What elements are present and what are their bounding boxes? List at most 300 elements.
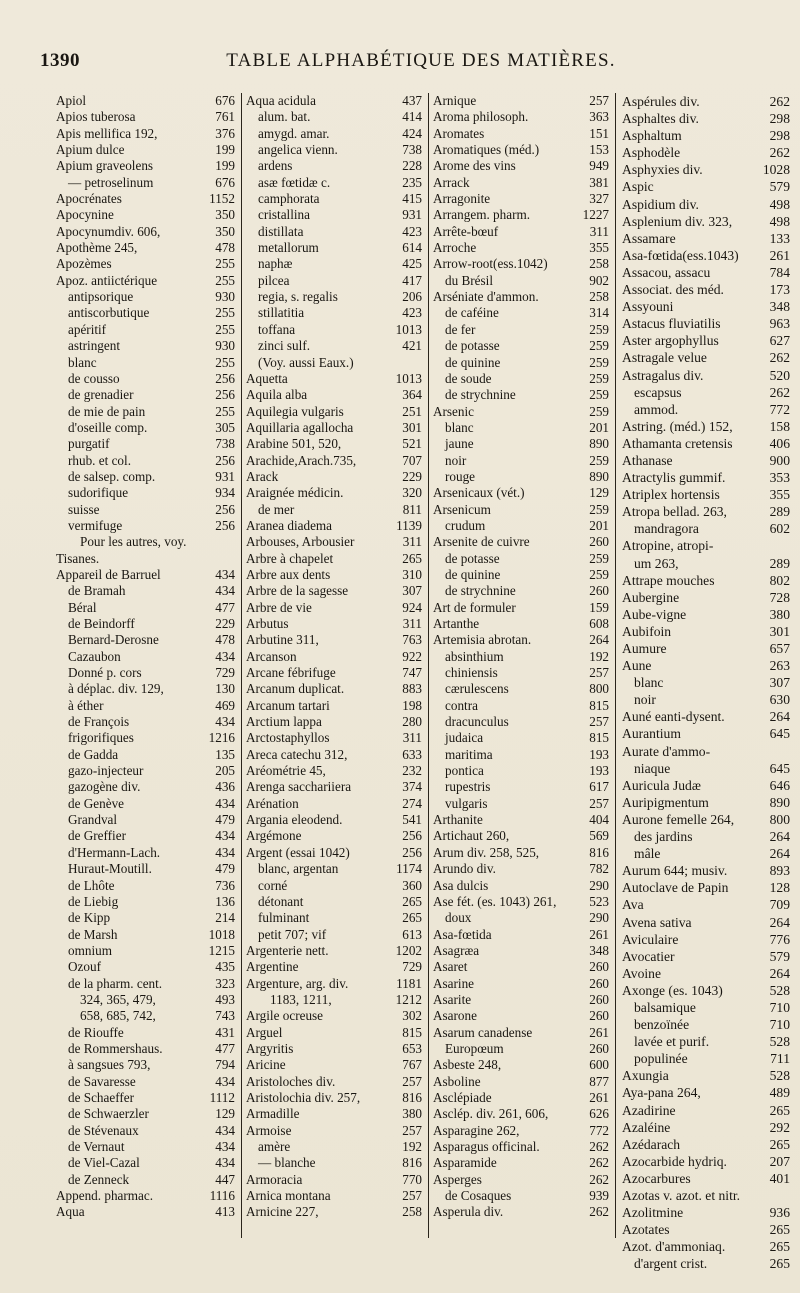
entry-page-ref: 265 [769, 1256, 790, 1272]
entry-page-ref: 676 [215, 174, 235, 190]
index-entry [433, 273, 609, 289]
index-entry [433, 142, 609, 158]
entry-page-ref: 256 [215, 387, 235, 403]
index-entry [622, 1119, 790, 1136]
entry-term: de Kipp [68, 910, 111, 926]
index-entry [622, 486, 790, 503]
index-entry [56, 828, 235, 844]
index-entry [56, 485, 235, 501]
index-entry [56, 1041, 235, 1057]
entry-page-ref: 256 [402, 828, 422, 844]
entry-page-ref: 265 [402, 893, 422, 909]
index-entry [56, 567, 235, 583]
index-entry [433, 158, 609, 174]
entry-page-ref: 259 [589, 338, 609, 354]
entry-term: de strychnine [445, 387, 516, 403]
entry-term: purgatif [68, 436, 110, 452]
entry-term: Asarone [433, 1008, 477, 1024]
index-entry [622, 298, 790, 315]
entry-page-ref: 257 [589, 665, 609, 681]
index-entry [56, 453, 235, 469]
index-entry [246, 1074, 422, 1090]
entry-term: Arthanite [433, 812, 483, 828]
index-entry [56, 534, 235, 550]
index-column-1 [52, 93, 242, 1238]
entry-page-ref: 736 [215, 877, 235, 893]
entry-term: Azaléine [622, 1119, 671, 1135]
entry-term: de caféine [445, 305, 499, 321]
entry-page-ref: 257 [589, 714, 609, 730]
entry-page-ref: 260 [589, 975, 609, 991]
index-entry [56, 943, 235, 959]
entry-term: de cousso [68, 370, 120, 386]
entry-page-ref: 939 [589, 1188, 609, 1204]
entry-term: Asperges [433, 1171, 482, 1187]
entry-term: petit 707; vif [258, 926, 327, 942]
entry-page-ref: 434 [215, 583, 235, 599]
entry-term: camphorata [258, 191, 320, 207]
entry-term: Asparagine 262, [433, 1122, 520, 1138]
index-entry [433, 207, 609, 223]
index-entry [433, 976, 609, 992]
entry-page-ref: 314 [589, 305, 609, 321]
entry-term: Arséniate d'ammon. [433, 289, 539, 305]
index-entry [433, 404, 609, 420]
entry-term: omnium [68, 942, 112, 958]
index-entry [622, 127, 790, 144]
entry-page-ref: 256 [215, 517, 235, 533]
entry-page-ref: 260 [589, 534, 609, 550]
index-entry [433, 681, 609, 697]
entry-page-ref: 523 [589, 893, 609, 909]
index-entry [246, 747, 422, 763]
index-entry [56, 1008, 235, 1024]
entry-term: Aubifoin [622, 623, 672, 639]
entry-term: Arroche [433, 240, 477, 256]
entry-term: crudum [445, 517, 486, 533]
entry-term: Areca catechu 312, [246, 746, 348, 762]
entry-page-ref: 528 [769, 1034, 790, 1050]
index-entry [433, 240, 609, 256]
entry-term: Aurate d'ammo- [622, 743, 711, 759]
entry-page-ref: 360 [402, 877, 422, 893]
entry-term: vulgaris [445, 795, 488, 811]
index-entry [433, 1106, 609, 1122]
index-entry [433, 289, 609, 305]
index-entry [433, 649, 609, 665]
entry-page-ref: 259 [589, 403, 609, 419]
entry-term: pontica [445, 763, 484, 779]
index-entry [56, 404, 235, 420]
index-entry [246, 976, 422, 992]
index-entry [246, 224, 422, 240]
index-entry [56, 109, 235, 125]
index-entry [433, 845, 609, 861]
entry-page-ref: 424 [402, 125, 422, 141]
index-entry [433, 1188, 609, 1204]
entry-page-ref: 710 [769, 999, 790, 1015]
entry-page-ref: 228 [402, 158, 422, 174]
index-entry [433, 453, 609, 469]
entry-page-ref: 259 [589, 566, 609, 582]
index-entry [433, 632, 609, 648]
entry-term: Apothème 245, [56, 240, 138, 256]
entry-term: corné [258, 877, 288, 893]
entry-page-ref: 657 [769, 641, 790, 656]
entry-term: Assamare [622, 230, 676, 246]
entry-term: Argémone [246, 828, 302, 844]
index-entry [433, 126, 609, 142]
index-entry [246, 305, 422, 321]
entry-term: Aroma philosoph. [433, 109, 529, 125]
entry-page-ref: 255 [215, 256, 235, 272]
index-entry [56, 158, 235, 174]
entry-page-ref: 738 [402, 142, 422, 158]
entry-term: (Voy. aussi Eaux.) [258, 354, 354, 370]
entry-page-ref: 436 [215, 779, 235, 795]
entry-term: de mie de pain [68, 403, 146, 419]
entry-term: Aviculaire [622, 931, 679, 947]
entry-term: rouge [445, 468, 476, 484]
entry-term: Arrangem. pharm. [433, 207, 531, 223]
index-entry [56, 1106, 235, 1122]
entry-page-ref: 815 [589, 697, 609, 713]
entry-term: Azocarbide hydriq. [622, 1153, 727, 1169]
entry-term: Aubergine [622, 589, 680, 605]
index-entry [246, 600, 422, 616]
entry-page-ref: 364 [402, 387, 422, 403]
entry-page-ref: 431 [215, 1024, 235, 1040]
entry-term: Armoise [246, 1122, 292, 1138]
index-column-4 [616, 93, 796, 1272]
entry-term: sudorifique [68, 485, 129, 501]
entry-page-ref: 259 [589, 452, 609, 468]
entry-term: angelica vienn. [258, 142, 338, 158]
entry-term: Azadirine [622, 1102, 676, 1118]
entry-page-ref: 931 [215, 468, 235, 484]
index-entry [246, 436, 422, 452]
entry-page-ref: 1152 [209, 191, 235, 207]
entry-page-ref: 743 [215, 1008, 235, 1024]
entry-term: asæ fœtidæ c. [258, 174, 331, 190]
entry-term: Axonge (es. 1043) [622, 982, 723, 998]
entry-term: à déplac. div. 129, [68, 681, 164, 697]
entry-page-ref: 890 [589, 436, 609, 452]
entry-term: Ase fét. (es. 1043) 261, [433, 893, 557, 909]
index-entry [246, 355, 422, 371]
index-entry [433, 1123, 609, 1139]
entry-page-ref: 949 [589, 158, 609, 174]
entry-term: doux [445, 910, 472, 926]
entry-page-ref: 423 [402, 305, 422, 321]
entry-page-ref: 136 [215, 893, 235, 909]
index-entry [246, 1172, 422, 1188]
index-entry [56, 1074, 235, 1090]
index-entry [433, 779, 609, 795]
entry-term: Aster argophyllus [622, 333, 719, 349]
index-entry [622, 743, 790, 760]
entry-page-ref: 198 [402, 697, 422, 713]
entry-term: Asphaltes div. [622, 111, 699, 127]
entry-page-ref: 800 [589, 681, 609, 697]
entry-term: Aube-vigne [622, 606, 687, 622]
entry-page-ref: 307 [402, 583, 422, 599]
entry-page-ref: 434 [215, 828, 235, 844]
entry-term: Ozouf [68, 959, 101, 975]
entry-page-ref: 260 [589, 1040, 609, 1056]
index-entry [246, 338, 422, 354]
entry-page-ref: 1112 [209, 1089, 235, 1105]
entry-term: Asarine [433, 975, 475, 991]
page-number: 1390 [40, 50, 80, 71]
entry-page-ref: 936 [769, 1205, 790, 1221]
index-entry [433, 305, 609, 321]
entry-term: Auripigmentum [622, 794, 709, 810]
entry-term: Asagræa [433, 942, 480, 958]
entry-page-ref: 1139 [396, 517, 422, 533]
index-entry [622, 572, 790, 589]
entry-term: Asarite [433, 991, 472, 1007]
index-entry [246, 878, 422, 894]
index-entry [56, 305, 235, 321]
index-entry [246, 698, 422, 714]
entry-page-ref: 646 [769, 777, 790, 793]
entry-page-ref: 815 [589, 730, 609, 746]
index-entry [622, 144, 790, 161]
index-column-2 [242, 93, 429, 1238]
entry-term: Aquila alba [246, 387, 308, 403]
entry-term: de Vernaut [68, 1139, 125, 1154]
entry-page-ref: 1216 [208, 730, 235, 746]
index-entry [56, 1123, 235, 1139]
entry-page-ref: 890 [589, 468, 609, 484]
entry-term: Asphodèle [622, 145, 681, 161]
entry-page-ref: 627 [769, 333, 790, 349]
entry-term: Auricula Judæ [622, 777, 701, 793]
entry-page-ref: 262 [769, 145, 790, 161]
entry-term: Argenterie nett. [246, 942, 329, 958]
index-entry [622, 725, 790, 742]
entry-page-ref: 207 [769, 1153, 790, 1169]
index-entry [246, 207, 422, 223]
entry-term: d'Hermann-Lach. [68, 844, 161, 860]
entry-page-ref: 434 [215, 714, 235, 730]
entry-term: Aristolochia div. 257, [246, 1089, 361, 1105]
index-entry [622, 999, 790, 1016]
entry-page-ref: 729 [402, 959, 422, 975]
entry-term: distillata [258, 223, 304, 239]
entry-term: Aumure [622, 641, 667, 656]
entry-page-ref: 258 [402, 1204, 422, 1220]
index-entry [433, 910, 609, 926]
entry-term: Araignée médicin. [246, 485, 344, 501]
entry-page-ref: 257 [589, 795, 609, 811]
entry-page-ref: 153 [589, 142, 609, 158]
entry-page-ref: 262 [769, 384, 790, 400]
index-entry [433, 485, 609, 501]
entry-page-ref: 521 [402, 436, 422, 452]
index-entry [246, 959, 422, 975]
entry-page-ref: 447 [215, 1171, 235, 1187]
entry-term: Aspidium div. [622, 196, 699, 212]
entry-term: Atropine, atropi- [622, 538, 714, 554]
entry-term: Autoclave de Papin [622, 880, 729, 896]
index-entry [433, 1041, 609, 1057]
index-entry [246, 763, 422, 779]
entry-term: Arsenicum [433, 501, 491, 517]
entry-term: des jardins [634, 829, 693, 845]
entry-page-ref: 633 [402, 746, 422, 762]
entry-term: de Lhôte [68, 877, 115, 893]
entry-term: Avoine [622, 965, 662, 981]
index-entry [622, 896, 790, 913]
entry-page-ref: 608 [589, 616, 609, 631]
entry-page-ref: 934 [215, 485, 235, 501]
index-entry [56, 927, 235, 943]
index-entry [433, 1008, 609, 1024]
entry-term: de François [68, 714, 130, 730]
entry-page-ref: 645 [769, 726, 790, 742]
entry-term: de potasse [445, 550, 500, 566]
index-entry [56, 1188, 235, 1204]
entry-page-ref: 256 [215, 370, 235, 386]
entry-term: Apis mellifica 192, [56, 125, 158, 141]
entry-term: Assyouni [622, 299, 674, 315]
entry-term: chiniensis [445, 665, 498, 681]
index-entry [56, 518, 235, 534]
index-entry [56, 1172, 235, 1188]
index-entry [246, 453, 422, 469]
index-entry [56, 387, 235, 403]
entry-term: Arenga sacchariiera [246, 779, 352, 795]
entry-page-ref: 747 [402, 665, 422, 681]
entry-page-ref: 1215 [208, 942, 235, 958]
entry-term: Astragale velue [622, 350, 707, 366]
index-entry [433, 861, 609, 877]
entry-term: Aqua acidula [246, 93, 316, 108]
entry-page-ref: 348 [769, 299, 790, 315]
index-entry [56, 175, 235, 191]
index-entry [246, 322, 422, 338]
entry-page-ref: 676 [215, 93, 235, 108]
index-entry [56, 730, 235, 746]
entry-page-ref: 645 [769, 760, 790, 776]
entry-term: Arsenicaux (vét.) [433, 485, 525, 501]
index-entry [622, 760, 790, 777]
index-entry [622, 1084, 790, 1101]
index-entry [433, 600, 609, 616]
entry-term: Arabine 501, 520, [246, 436, 342, 452]
entry-term: blanc [445, 419, 474, 435]
index-entry [622, 349, 790, 366]
index-entry [622, 332, 790, 349]
entry-page-ref: 229 [215, 616, 235, 631]
index-entry [246, 583, 422, 599]
index-entry [433, 224, 609, 240]
entry-term: Béral [68, 599, 97, 615]
entry-term: Art de formuler [433, 599, 516, 615]
entry-term: Asboline [433, 1073, 481, 1089]
entry-term: Asbeste 248, [433, 1057, 502, 1073]
entry-term: ammod. [634, 401, 679, 417]
entry-page-ref: 1013 [395, 321, 422, 337]
entry-page-ref: 206 [402, 289, 422, 305]
entry-page-ref: 302 [402, 1008, 422, 1024]
entry-page-ref: 259 [589, 321, 609, 337]
index-entry [246, 469, 422, 485]
entry-page-ref: 380 [402, 1106, 422, 1122]
entry-page-ref: 355 [769, 487, 790, 503]
entry-page-ref: 423 [402, 223, 422, 239]
entry-term: Armoracia [246, 1171, 303, 1187]
index-entry [622, 315, 790, 332]
entry-term: Arnique [433, 93, 477, 108]
entry-page-ref: 434 [215, 566, 235, 582]
entry-term: antiscorbutique [68, 305, 150, 321]
entry-page-ref: 1116 [209, 1188, 235, 1204]
entry-page-ref: 129 [215, 1106, 235, 1122]
index-entry [56, 126, 235, 142]
entry-page-ref: 257 [402, 1188, 422, 1204]
entry-page-ref: 569 [589, 828, 609, 844]
entry-term: cærulescens [445, 681, 509, 697]
index-entry [56, 502, 235, 518]
entry-term: Arachide,Arach.735, [246, 452, 357, 468]
entry-page-ref: 256 [402, 844, 422, 860]
index-columns [52, 93, 796, 1272]
entry-term: Cazaubon [68, 648, 121, 664]
entry-term: Bernard-Derosne [68, 632, 159, 648]
entry-page-ref: 261 [589, 1089, 609, 1105]
entry-page-ref: 262 [589, 1204, 609, 1220]
entry-term: — blanche [258, 1155, 316, 1171]
index-entry [622, 1016, 790, 1033]
entry-term: Athanase [622, 452, 673, 468]
index-entry [56, 224, 235, 240]
index-entry [246, 371, 422, 387]
index-entry [433, 730, 609, 746]
index-entry [622, 640, 790, 657]
entry-page-ref: 260 [589, 583, 609, 599]
entry-term: noir [634, 692, 656, 708]
index-entry [56, 1090, 235, 1106]
entry-term: Apocrénates [56, 191, 122, 207]
index-column-3 [429, 93, 616, 1238]
entry-term: de mer [258, 501, 295, 517]
index-entry [246, 175, 422, 191]
entry-page-ref: 255 [215, 272, 235, 288]
entry-page-ref: 264 [769, 846, 790, 862]
entry-page-ref: 214 [215, 910, 235, 926]
index-entry [433, 256, 609, 272]
entry-page-ref: 261 [769, 247, 790, 263]
index-entry [433, 436, 609, 452]
entry-term: apéritif [68, 321, 107, 337]
index-entry [56, 207, 235, 223]
index-entry [56, 355, 235, 371]
entry-page-ref: 401 [769, 1170, 790, 1186]
index-entry [433, 714, 609, 730]
index-entry [246, 779, 422, 795]
entry-page-ref: 614 [402, 240, 422, 256]
index-entry [622, 1033, 790, 1050]
entry-term: de Viel-Cazal [68, 1155, 140, 1171]
index-entry [433, 583, 609, 599]
index-entry [246, 502, 422, 518]
index-entry [622, 230, 790, 247]
entry-term: mâle [634, 846, 661, 862]
entry-page-ref: 479 [215, 861, 235, 877]
